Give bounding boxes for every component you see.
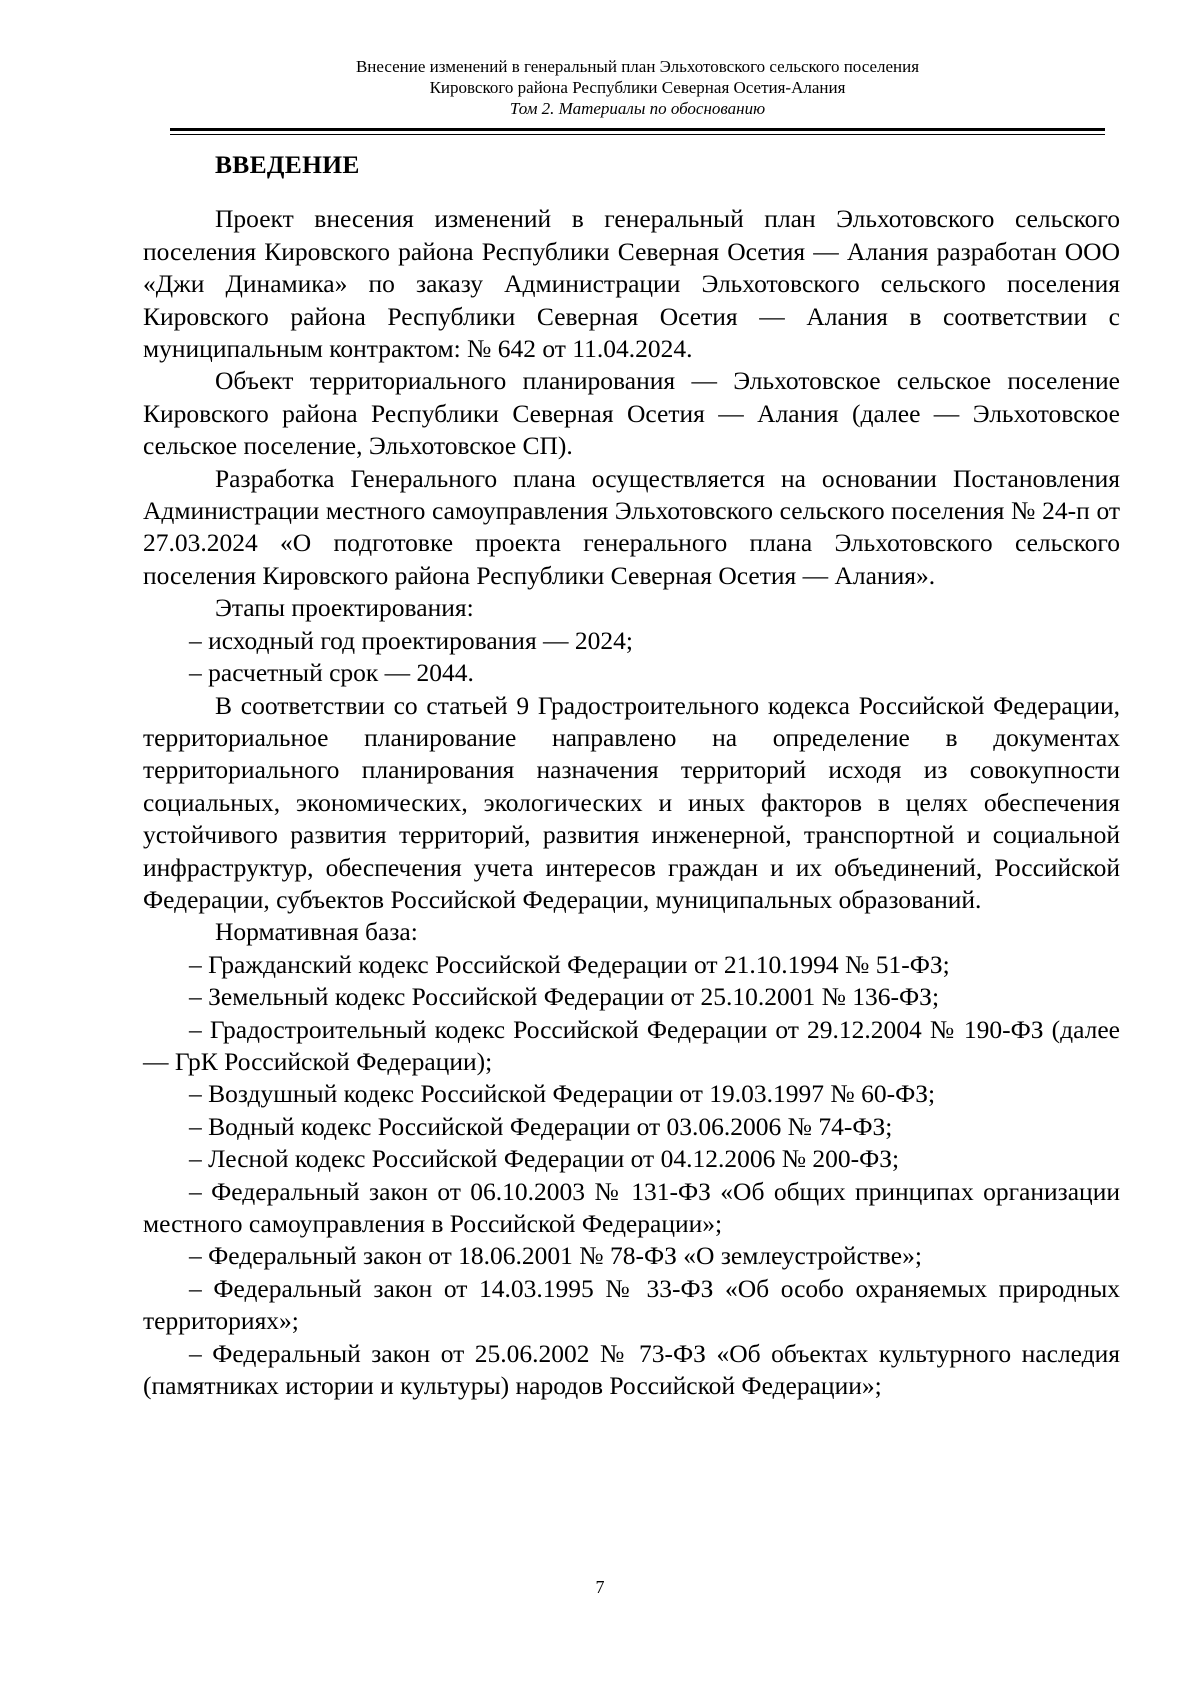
header-line-3: Том 2. Материалы по обоснованию [509,99,766,118]
list-item: – Федеральный закон от 14.03.1995 № 33-ФЗ «Об особо охраняемых природных территориях»; [143,1273,1120,1336]
page-number: 7 [595,1577,605,1597]
running-header [170,56,1105,119]
header-rule-thick [170,128,1105,131]
section-heading: ВВЕДЕНИЕ [215,150,360,179]
list-item: – Водный кодекс Российской Федерации от 03.06.2006 № 74-ФЗ; [189,1111,893,1141]
list-item: – Федеральный закон от 18.06.2001 № 78-ФЗ «О землеустройстве»; [189,1241,922,1271]
header-rule-thin [170,134,1105,135]
list-item: – Федеральный закон от 25.06.2002 № 73-ФЗ «Об объектах культурного наследия (памятниках истории и культуры) народов Российской Федерации»; [143,1338,1120,1401]
main-content [143,149,1120,1402]
list-item: – Воздушный кодекс Российской Федерации от 19.03.1997 № 60-ФЗ; [189,1079,936,1109]
paragraph: Объект территориального планирования — Эльхотовское сельское поселение Кировского района Республики Северная Осетия — Алания (далее — Эльхотовское сельское поселение, Эльхотовское СП). [143,366,1120,461]
list-item: – Земельный кодекс Российской Федерации от 25.10.2001 № 136-ФЗ; [189,982,940,1012]
header-line-1: Внесение изменений в генеральный план Эльхотовского сельского поселения [355,57,920,76]
list-item: – Лесной кодекс Российской Федерации от 04.12.2006 № 200-ФЗ; [189,1144,900,1174]
paragraph: Разработка Генерального плана осуществляется на основании Постановления Администрации местного самоуправления Эльхотовского сельского поселения № 24-п от 27.03.2024 «О подготовке проекта генерального плана Эльхотовского сельского поселения Кировского района Республики Северная Осетия — Алания». [143,463,1120,590]
paragraph: Нормативная база: [215,917,418,947]
list-item: – Гражданский кодекс Российской Федерации от 21.10.1994 № 51-ФЗ; [189,949,950,979]
paragraph: Этапы проектирования: [215,593,474,623]
paragraph: В соответствии со статьей 9 Градостроительного кодекса Российской Федерации, территориальное планирование направлено на определение в документах территориального планирования назначения территорий исходя из совокупности социальных, экономических, экологических и иных факторов в целях обеспечения устойчивого развития территорий, развития инженерной, транспортной и социальной инфраструктур, обеспечения учета интересов граждан и их объединений, Российской Федерации, субъектов Российской Федерации, муниципальных образований. [143,690,1120,914]
list-item: – Федеральный закон от 06.10.2003 № 131-ФЗ «Об общих принципах организации местного самоуправления в Российской Федерации»; [143,1176,1120,1238]
header-line-2: Кировского района Республики Северная Осетия-Алания [429,78,846,97]
paragraph: Проект внесения изменений в генеральный план Эльхотовского сельского поселения Кировского района Республики Северная Осетия — Алания разработан ООО «Джи Динамика» по заказу Администрации Эльхотовского сельского поселения Кировского района Республики Северная Осетия — Алания в соответствии с муниципальным контрактом: № 642 от 11.04.2024. [143,204,1120,364]
list-item: – исходный год проектирования — 2024; [189,625,634,655]
list-item: – расчетный срок — 2044. [189,658,474,688]
list-item: – Градостроительный кодекс Российской Федерации от 29.12.2004 № 190-ФЗ (далее — ГрК Российской Федерации); [143,1014,1120,1076]
